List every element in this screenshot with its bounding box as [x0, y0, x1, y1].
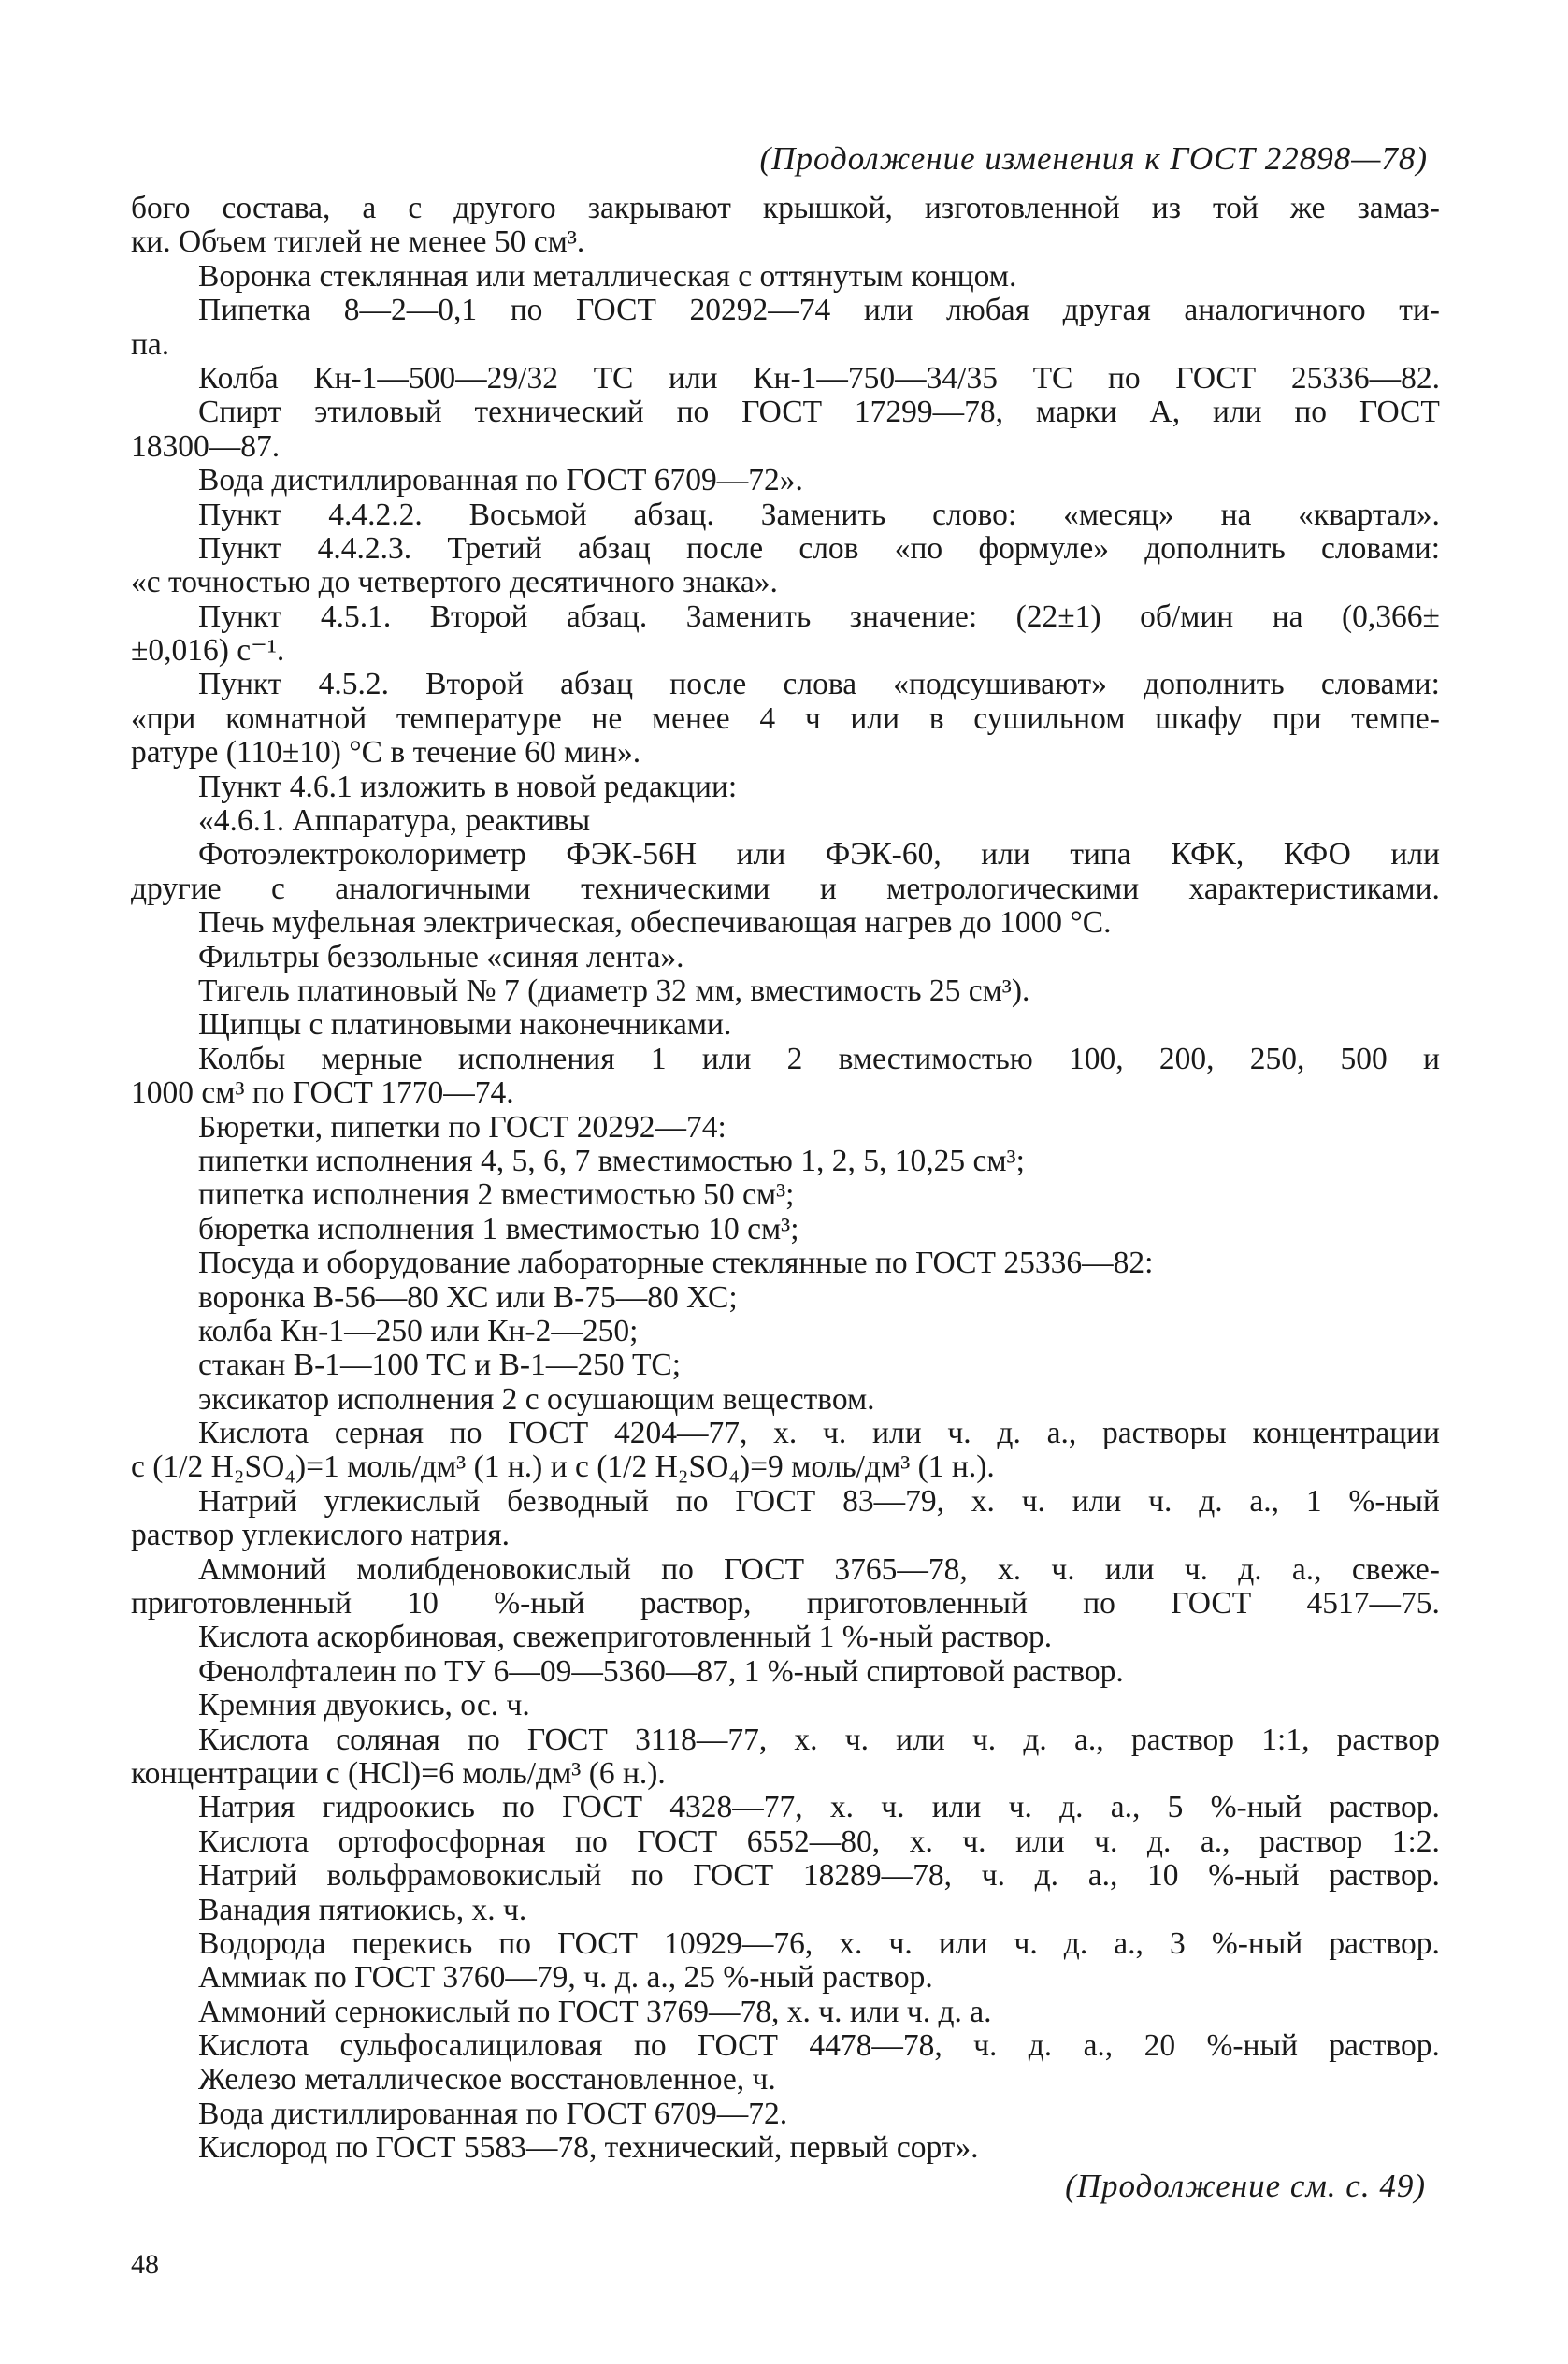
text-line: Посуда и оборудование лабораторные стеклянные по ГОСТ 25336—82:: [198, 1247, 1154, 1281]
text-line: Натрий углекислый безводный по ГОСТ 83—79, х. ч. или ч. д. а., 1 %-ный: [198, 1484, 1440, 1519]
text-line: Кислород по ГОСТ 5583—78, технический, первый сорт».: [198, 2131, 979, 2166]
text-line: Воронка стеклянная или металлическая с оттянутым концом.: [198, 259, 1017, 294]
text-line: воронка В-56—80 ХС или В-75—80 ХС;: [198, 1280, 738, 1315]
text-line: Вода дистиллированная по ГОСТ 6709—72».: [198, 464, 803, 498]
text-line: Пункт 4.4.2.3. Третий абзац после слов «по формуле» дополнить словами:: [198, 531, 1440, 566]
text-line: стакан В-1—100 ТС и В-1—250 ТС;: [198, 1348, 682, 1383]
text-line: Пункт 4.5.2. Второй абзац после слова «подсушивают» дополнить словами:: [198, 668, 1440, 702]
text-line: Фильтры беззольные «синяя лента».: [198, 940, 684, 974]
text-line: Кислота соляная по ГОСТ 3118—77, х. ч. или ч. д. а., раствор 1:1, раствор: [198, 1723, 1440, 1757]
text-line: Тигель платиновый № 7 (диаметр 32 мм, вместимость 25 см³).: [198, 973, 1030, 1008]
text-line: Натрий вольфрамовокислый по ГОСТ 18289—78, ч. д. а., 10 %-ный раствор.: [198, 1859, 1440, 1894]
text-line: Фенолфталеин по ТУ 6—09—5360—87, 1 %-ный спиртовой раствор.: [198, 1654, 1124, 1689]
text-line: «с точностью до четвертого десятичного знака».: [131, 566, 778, 600]
continuation-note: (Продолжение см. с. 49): [1065, 2168, 1426, 2204]
text-line: Пипетка 8—2—0,1 по ГОСТ 20292—74 или любая другая аналогичного ти-: [198, 294, 1440, 328]
text-line: эксикатор исполнения 2 с осушающим веществом.: [198, 1382, 875, 1417]
text-line: Кремния двуокись, ос. ч.: [198, 1689, 530, 1723]
text-line: «4.6.1. Аппаратура, реактивы: [198, 804, 591, 839]
text-line: концентрации с (HCl)=6 моль/дм³ (6 н.).: [131, 1756, 666, 1791]
text-line: Бюретки, пипетки по ГОСТ 20292—74:: [198, 1110, 726, 1145]
text-line: Водорода перекись по ГОСТ 10929—76, х. ч. или ч. д. а., 3 %-ный раствор.: [198, 1926, 1440, 1961]
text-line: 18300—87.: [131, 429, 281, 464]
text-line: ки. Объем тиглей не менее 50 см³.: [131, 225, 585, 260]
text-line: Кислота аскорбиновая, свежеприготовленный 1 %-ный раствор.: [198, 1621, 1053, 1655]
text-line: с (1/2 H₂SO₄)=1 моль/дм³ (1 н.) и с (1/2 H₂SO₄)=9 моль/дм³ (1 н.).: [131, 1450, 995, 1485]
text-line: пипетки исполнения 4, 5, 6, 7 вместимостью 1, 2, 5, 10,25 см³;: [198, 1144, 1025, 1178]
document-body: [131, 192, 1440, 2166]
text-line: Колбы мерные исполнения 1 или 2 вместимостью 100, 200, 250, 500 и: [198, 1042, 1440, 1076]
text-line: Железо металлическое восстановленное, ч.: [198, 2063, 776, 2097]
text-line: Вода дистиллированная по ГОСТ 6709—72.: [198, 2097, 788, 2131]
text-line: Аммоний сернокислый по ГОСТ 3769—78, х. ч. или ч. д. а.: [198, 1995, 992, 2029]
text-line: колба Кн-1—250 или Кн-2—250;: [198, 1314, 639, 1348]
text-line: Фотоэлектроколориметр ФЭК-56Н или ФЭК-60, или типа КФК, КФО или: [198, 838, 1440, 872]
text-line: Щипцы с платиновыми наконечниками.: [198, 1008, 732, 1043]
text-line: Спирт этиловый технический по ГОСТ 17299—78, марки А, или по ГОСТ: [198, 396, 1440, 430]
text-line: «при комнатной температуре не менее 4 ч или в сушильном шкафу при темпе-: [131, 701, 1440, 736]
text-line: бюретка исполнения 1 вместимостью 10 см³;: [198, 1212, 799, 1247]
text-line: Аммиак по ГОСТ 3760—79, ч. д. а., 25 %-ный раствор.: [198, 1961, 933, 1996]
text-line: Пункт 4.5.1. Второй абзац. Заменить значение: (22±1) об/мин на (0,366±: [198, 599, 1440, 634]
text-line: Пункт 4.6.1 изложить в новой редакции:: [198, 770, 738, 804]
page-number: 48: [131, 2249, 159, 2280]
text-line: Пункт 4.4.2.2. Восьмой абзац. Заменить слово: «месяц» на «квартал».: [198, 497, 1440, 532]
running-header: (Продолжение изменения к ГОСТ 22898—78): [759, 140, 1428, 177]
text-line: Кислота ортофосфорная по ГОСТ 6552—80, х. ч. или ч. д. а., раствор 1:2.: [198, 1824, 1440, 1859]
text-line: Печь муфельная электрическая, обеспечивающая нагрев до 1000 °С.: [198, 906, 1112, 941]
text-line: Кислота сульфосалициловая по ГОСТ 4478—78, ч. д. а., 20 %-ный раствор.: [198, 2029, 1440, 2064]
text-line: другие с аналогичными техническими и метрологическими характеристиками.: [131, 872, 1440, 906]
text-line: ±0,016) с⁻¹.: [131, 634, 285, 669]
text-line: бого состава, а с другого закрывают крышкой, изготовленной из той же замаз-: [131, 192, 1440, 225]
text-line: па.: [131, 327, 170, 362]
text-line: пипетка исполнения 2 вместимостью 50 см³;: [198, 1178, 795, 1213]
text-line: раствор углекислого натрия.: [131, 1519, 510, 1553]
text-line: Ванадия пятиокись, х. ч.: [198, 1893, 527, 1927]
text-line: Кислота серная по ГОСТ 4204—77, х. ч. или ч. д. а., растворы концентрации: [198, 1417, 1440, 1451]
text-line: ратуре (110±10) °С в течение 60 мин».: [131, 736, 641, 771]
text-line: Аммоний молибденовокислый по ГОСТ 3765—78, х. ч. или ч. д. а., свеже-: [198, 1552, 1440, 1587]
text-line: Колба Кн-1—500—29/32 ТС или Кн-1—750—34/35 ТС по ГОСТ 25336—82.: [198, 361, 1440, 396]
text-line: 1000 см³ по ГОСТ 1770—74.: [131, 1076, 514, 1111]
text-line: Натрия гидроокись по ГОСТ 4328—77, х. ч. или ч. д. а., 5 %-ный раствор.: [198, 1791, 1440, 1825]
text-line: приготовленный 10 %-ный раствор, приготовленный по ГОСТ 4517—75.: [131, 1587, 1440, 1622]
